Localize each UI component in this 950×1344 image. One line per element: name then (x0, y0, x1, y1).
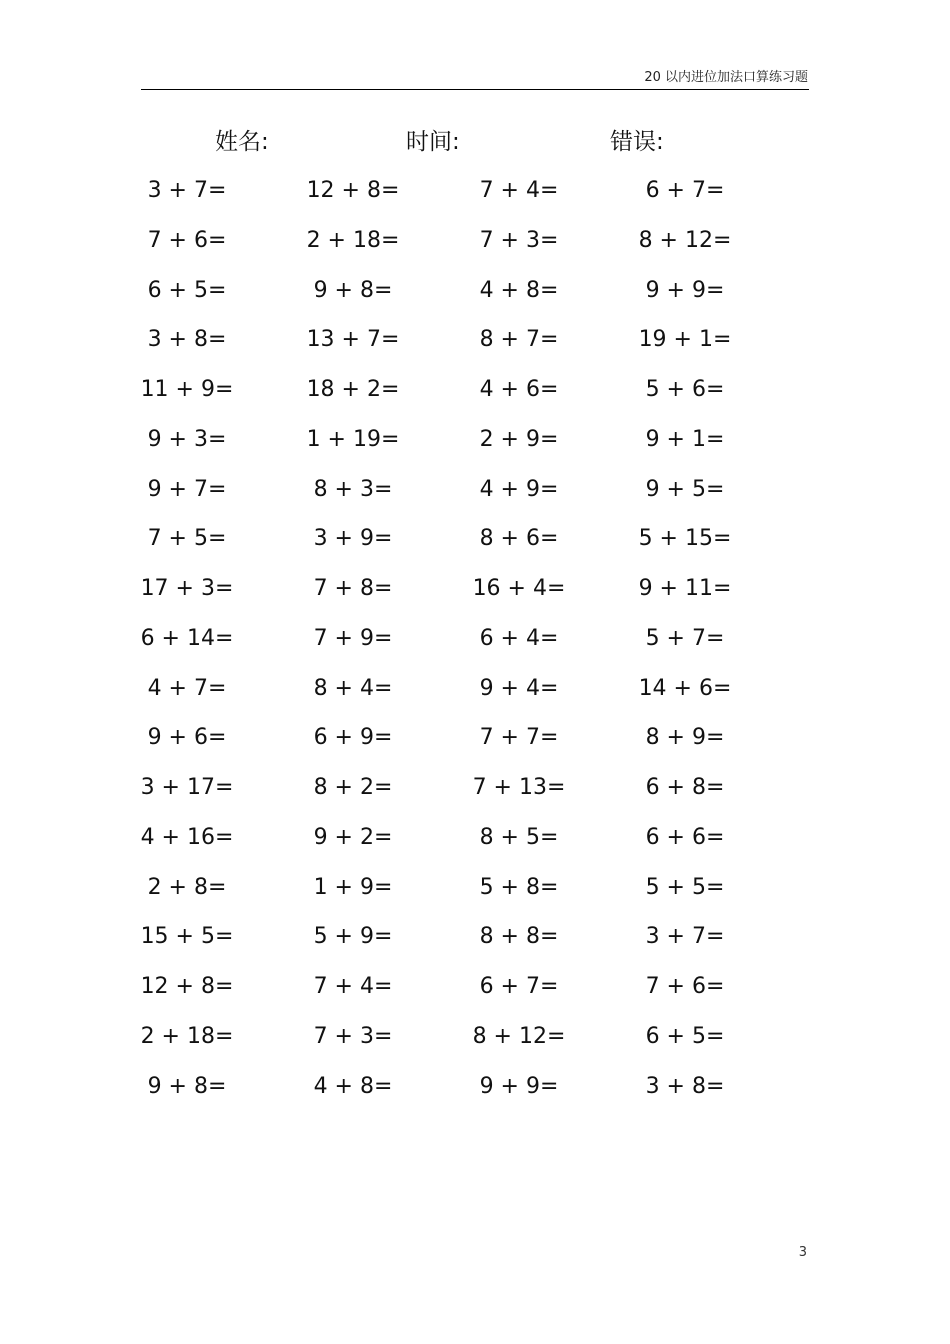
addition-problem: 9 + 8= (147, 1073, 227, 1099)
addition-problem: 7 + 6= (147, 227, 227, 253)
addition-problem: 9 + 9= (645, 277, 725, 303)
addition-problem: 5 + 6= (645, 377, 725, 402)
addition-problem: 9 + 1= (645, 426, 725, 452)
addition-problem: 8 + 2= (313, 775, 393, 800)
addition-problem: 6 + 5= (147, 277, 227, 303)
addition-problem: 3 + 17= (140, 775, 234, 800)
addition-problem: 6 + 7= (479, 974, 559, 999)
problem-row (0, 823, 950, 873)
addition-problem: 1 + 9= (313, 874, 393, 900)
addition-problem: 4 + 7= (147, 675, 227, 701)
addition-problem: 8 + 12= (472, 1023, 566, 1049)
problem-row (0, 325, 950, 375)
addition-problem: 5 + 9= (313, 924, 393, 950)
addition-problem: 7 + 5= (147, 526, 227, 552)
addition-problem: 7 + 7= (479, 725, 559, 751)
page-number: 3 (798, 1245, 807, 1260)
addition-problem: 8 + 6= (479, 526, 559, 552)
addition-problem: 7 + 6= (645, 974, 725, 999)
addition-problem: 9 + 6= (147, 725, 227, 751)
addition-problem: 4 + 8= (313, 1073, 393, 1099)
addition-problem: 11 + 9= (140, 377, 234, 402)
addition-problem: 7 + 8= (313, 576, 393, 601)
addition-problem: 2 + 8= (147, 874, 227, 900)
problem-row (0, 425, 950, 475)
addition-problem: 9 + 2= (313, 824, 393, 850)
addition-problem: 9 + 4= (479, 675, 559, 701)
addition-problem: 4 + 9= (479, 476, 559, 502)
addition-problem: 8 + 8= (479, 924, 559, 950)
addition-problem: 8 + 3= (313, 476, 393, 502)
time-field-label: 时间: (406, 129, 460, 155)
addition-problem: 8 + 7= (479, 327, 559, 353)
addition-problem: 4 + 8= (479, 277, 559, 303)
addition-problem: 2 + 18= (306, 227, 400, 253)
problem-row (0, 674, 950, 724)
addition-problem: 14 + 6= (638, 675, 732, 701)
addition-problem: 6 + 4= (479, 625, 559, 651)
error-field-label: 错误: (610, 129, 664, 155)
addition-problem: 16 + 4= (472, 576, 566, 601)
problem-row (0, 922, 950, 972)
addition-problem: 6 + 5= (645, 1023, 725, 1049)
problem-grid (0, 176, 950, 1121)
problem-row (0, 972, 950, 1022)
problem-row (0, 1022, 950, 1072)
addition-problem: 6 + 8= (645, 775, 725, 800)
problem-row (0, 773, 950, 823)
problem-row (0, 574, 950, 624)
addition-problem: 1 + 19= (306, 426, 400, 452)
addition-problem: 5 + 5= (645, 874, 725, 900)
addition-problem: 19 + 1= (638, 327, 732, 353)
problem-row (0, 723, 950, 773)
addition-problem: 8 + 5= (479, 824, 559, 850)
addition-problem: 9 + 8= (313, 277, 393, 303)
addition-problem: 17 + 3= (140, 576, 234, 601)
problem-row (0, 375, 950, 425)
page-header-title: 20 以内进位加法口算练习题 (644, 70, 808, 85)
addition-problem: 3 + 7= (645, 924, 725, 950)
addition-problem: 3 + 8= (645, 1073, 725, 1099)
addition-problem: 5 + 7= (645, 625, 725, 651)
problem-row (0, 276, 950, 326)
name-field-label: 姓名: (215, 129, 269, 155)
addition-problem: 4 + 6= (479, 377, 559, 402)
addition-problem: 3 + 9= (313, 526, 393, 552)
problem-row (0, 524, 950, 574)
addition-problem: 6 + 14= (140, 625, 234, 651)
addition-problem: 7 + 9= (313, 625, 393, 651)
addition-problem: 9 + 9= (479, 1073, 559, 1099)
addition-problem: 5 + 8= (479, 874, 559, 900)
problem-row (0, 873, 950, 923)
addition-problem: 7 + 13= (472, 775, 566, 800)
addition-problem: 8 + 4= (313, 675, 393, 701)
addition-problem: 12 + 8= (306, 178, 400, 203)
addition-problem: 4 + 16= (140, 824, 234, 850)
addition-problem: 7 + 4= (313, 974, 393, 999)
addition-problem: 7 + 3= (313, 1023, 393, 1049)
addition-problem: 15 + 5= (140, 924, 234, 950)
addition-problem: 18 + 2= (306, 377, 400, 402)
addition-problem: 8 + 12= (638, 227, 732, 253)
addition-problem: 3 + 8= (147, 327, 227, 353)
problem-row (0, 475, 950, 525)
addition-problem: 9 + 11= (638, 576, 732, 601)
problem-row (0, 1072, 950, 1122)
problem-row (0, 624, 950, 674)
addition-problem: 6 + 7= (645, 178, 725, 203)
problem-row (0, 226, 950, 276)
addition-problem: 6 + 6= (645, 824, 725, 850)
addition-problem: 6 + 9= (313, 725, 393, 751)
addition-problem: 2 + 18= (140, 1023, 234, 1049)
addition-problem: 12 + 8= (140, 974, 234, 999)
addition-problem: 7 + 3= (479, 227, 559, 253)
addition-problem: 13 + 7= (306, 327, 400, 353)
problem-row (0, 176, 950, 226)
addition-problem: 3 + 7= (147, 178, 227, 203)
addition-problem: 9 + 5= (645, 476, 725, 502)
addition-problem: 7 + 4= (479, 178, 559, 203)
addition-problem: 9 + 7= (147, 476, 227, 502)
addition-problem: 2 + 9= (479, 426, 559, 452)
addition-problem: 5 + 15= (638, 526, 732, 552)
addition-problem: 8 + 9= (645, 725, 725, 751)
addition-problem: 9 + 3= (147, 426, 227, 452)
header-divider (141, 89, 809, 90)
